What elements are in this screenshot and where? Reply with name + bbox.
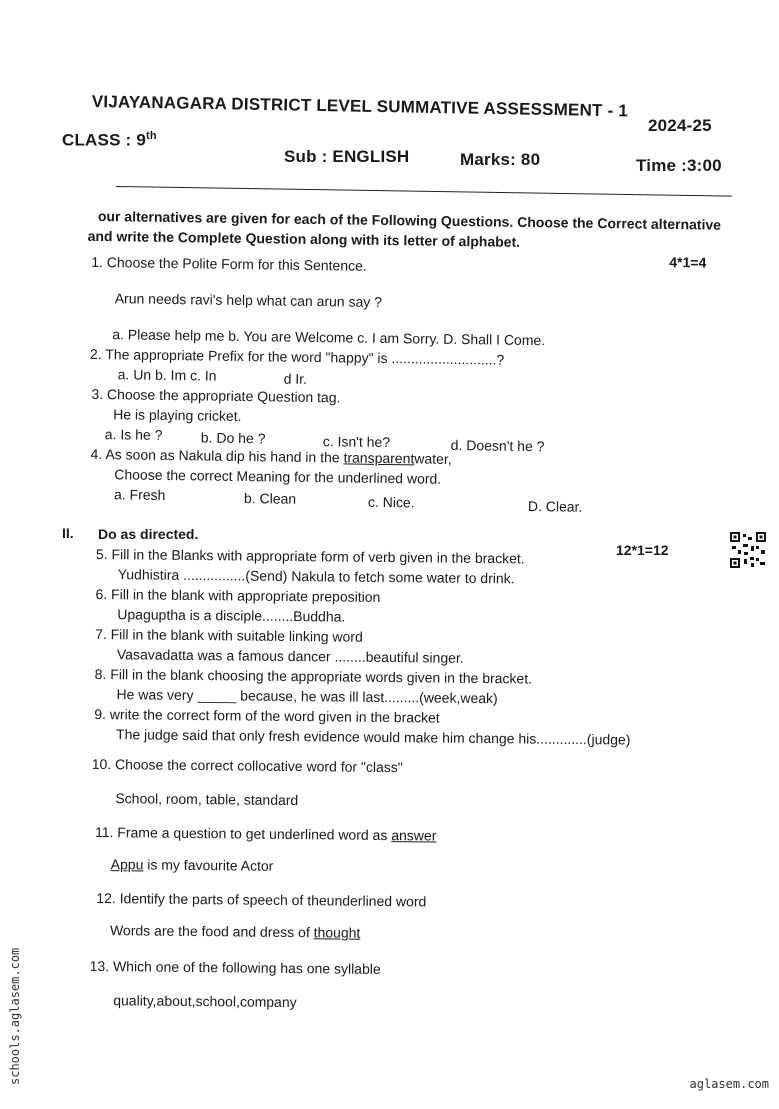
- q4-sub: Choose the correct Meaning for the underlined word.: [114, 466, 442, 487]
- side-watermark: schools.aglasem.com: [8, 947, 22, 1085]
- q4-option-a: a. Fresh: [113, 486, 166, 503]
- q1-sentence: Arun needs ravi's help what can arun say ?: [114, 290, 383, 310]
- marks-total: Marks: 80: [460, 150, 541, 169]
- time-allowed: Time :3:00: [636, 156, 722, 175]
- q3-option-a: a. Is he ?: [104, 426, 163, 443]
- q11-sentence: [111, 856, 274, 874]
- q12-sentence: [110, 922, 361, 941]
- q10-prompt: 10. Choose the correct collocative word for "class": [91, 755, 403, 776]
- q4-option-b: b. Clean: [243, 490, 297, 507]
- q4-option-d: D. Clear.: [527, 498, 583, 515]
- academic-year: 2024-25: [648, 116, 712, 135]
- q12-underlined-word: thought: [313, 924, 361, 941]
- section-one-marks: 4*1=4: [669, 253, 707, 271]
- section-two-number: II.: [62, 525, 74, 541]
- q4-underlined-word: transparent: [343, 449, 415, 467]
- corner-watermark: aglasem.com: [689, 1077, 769, 1091]
- q4-prompt-pre: 4. As soon as Nakula dip his hand in the: [90, 445, 344, 466]
- q5-sentence: Yudhistira ................(Send) Nakula to fetch some water to drink.: [117, 566, 515, 587]
- q5-prompt: 5. Fill in the Blanks with appropriate form of verb given in the bracket.: [95, 545, 525, 567]
- section-two-marks: 12*1=12: [616, 542, 669, 558]
- q13-prompt: 13. Which one of the following has one syllable: [89, 957, 381, 977]
- q11-prompt: [95, 824, 437, 844]
- q13-options: quality,about,school,company: [113, 992, 297, 1011]
- q12-sentence-pre: Words are the food and dress of: [109, 922, 314, 941]
- q10-options: School, room, table, standard: [115, 790, 299, 809]
- q12-prompt: 12. Identify the parts of speech of theunderlined word: [96, 889, 427, 910]
- q3-option-b: b. Do he ?: [200, 429, 266, 447]
- q7-prompt: 7. Fill in the blank with suitable linking word: [95, 625, 363, 645]
- q4-option-c: c. Nice.: [367, 493, 415, 511]
- qr-code-icon: [730, 532, 766, 568]
- q11-sentence-rest: is my favourite Actor: [143, 856, 274, 874]
- q3-option-d: d. Doesn't he ?: [450, 436, 545, 455]
- q2-option-d: d Ir.: [283, 370, 308, 387]
- q8-prompt: 8. Fill in the blank choosing the appropriate words given in the bracket.: [94, 665, 533, 687]
- q2-options-abc: a. Un b. Im c. In: [117, 366, 217, 384]
- section-two-title: Do as directed.: [98, 526, 199, 542]
- instruction-line-1: our alternatives are given for each of the Following Questions. Choose the Correct alternative: [97, 207, 722, 233]
- q3-option-c: c. Isn't he?: [322, 433, 391, 451]
- exam-title: VIJAYANAGARA DISTRICT LEVEL SUMMATIVE ASSESSMENT - 1: [91, 92, 629, 121]
- q1-options: a. Please help me b. You are Welcome c. I am Sorry. D. Shall I Come.: [112, 326, 546, 349]
- class-superscript: th: [145, 130, 157, 142]
- q2-prompt: 2. The appropriate Prefix for the word "happy" is ...........................?: [89, 345, 505, 368]
- class-text: CLASS : 9: [62, 130, 146, 150]
- q1-prompt: 1. Choose the Polite Form for this Sentence.: [91, 253, 367, 274]
- q9-prompt: 9. write the correct form of the word given in the bracket: [94, 705, 440, 726]
- q6-sentence: Upaguptha is a disciple........Buddha.: [117, 606, 346, 625]
- q11-prompt-pre: 11. Frame a question to get underlined word as: [94, 823, 392, 844]
- q6-prompt: 6. Fill in the blank with appropriate preposition: [95, 585, 381, 605]
- q11-underlined-word: answer: [391, 827, 437, 844]
- q11-answer-word: Appu: [110, 856, 144, 873]
- q8-sentence: He was very _____ because, he was ill last.........(week,weak): [116, 686, 498, 707]
- q3-sentence: He is playing cricket.: [113, 406, 242, 424]
- q3-prompt: 3. Choose the appropriate Question tag.: [91, 385, 341, 406]
- q9-sentence: The judge said that only fresh evidence would make him change his.............(judge): [115, 726, 631, 748]
- instruction-line-2: and write the Complete Question along with its letter of alphabet.: [87, 227, 521, 250]
- q7-sentence: Vasavadatta was a famous dancer ........beautiful singer.: [116, 646, 464, 666]
- q4-prompt-post: water,: [414, 450, 452, 467]
- subject: Sub : ENGLISH: [284, 147, 410, 166]
